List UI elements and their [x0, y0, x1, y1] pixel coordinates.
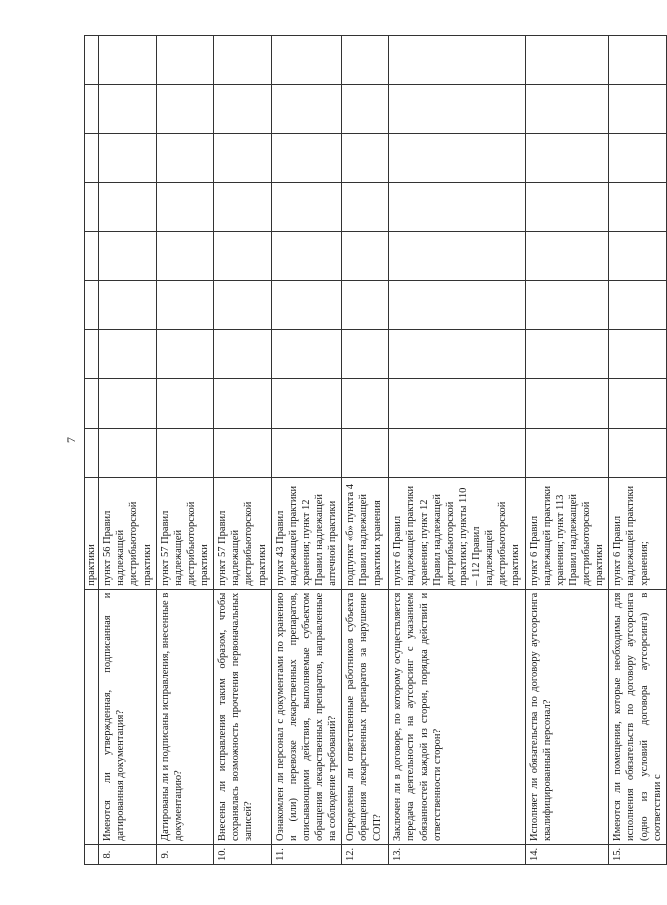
answer-cell: [342, 85, 389, 134]
answer-cell: [525, 330, 609, 379]
table-row: [214, 36, 272, 865]
answer-cell: [85, 330, 99, 379]
answer-cell: [214, 379, 272, 428]
answer-cell: [525, 281, 609, 330]
answer-cell: [156, 36, 214, 85]
table-row: [389, 36, 525, 865]
answer-cell: [389, 379, 525, 428]
table-row: [85, 36, 99, 865]
document-page: [46, 23, 663, 873]
table-row: [156, 36, 214, 865]
answer-cell: [99, 232, 157, 281]
answer-cell: [389, 134, 525, 183]
question-text: Определены ли ответственные работников субъекта обращения лекарственных препаратов за нарушение СОП?: [342, 589, 389, 844]
answer-cell: [156, 183, 214, 232]
answer-cell: [271, 428, 342, 477]
answer-cell: [99, 134, 157, 183]
answer-cell: [99, 281, 157, 330]
reference-text: пункт 57 Правил надлежащей дистрибьюторской практики: [156, 477, 214, 589]
answer-cell: [342, 183, 389, 232]
answer-cell: [525, 36, 609, 85]
answer-cell: [99, 36, 157, 85]
answer-cell: [85, 281, 99, 330]
answer-cell: [156, 281, 214, 330]
answer-cell: [609, 36, 667, 85]
answer-cell: [342, 134, 389, 183]
answer-cell: [609, 281, 667, 330]
answer-cell: [342, 281, 389, 330]
table-row: [609, 36, 667, 865]
answer-cell: [156, 85, 214, 134]
answer-cell: [214, 330, 272, 379]
answer-cell: [525, 428, 609, 477]
answer-cell: [85, 232, 99, 281]
answer-cell: [609, 379, 667, 428]
checklist-table: [84, 35, 667, 865]
reference-text: подпункт «б» пункта 4 Правил надлежащей практики хранения: [342, 477, 389, 589]
answer-cell: [214, 428, 272, 477]
answer-cell: [609, 183, 667, 232]
answer-cell: [214, 134, 272, 183]
question-text: Имеются ли помещения, которые необходимы для исполнения обязательств по договору аутсорсинга (одно из условий договора аутсорсинга) в соответствии с: [609, 589, 667, 844]
answer-cell: [85, 36, 99, 85]
row-number: 14.: [525, 844, 609, 864]
answer-cell: [525, 379, 609, 428]
answer-cell: [271, 232, 342, 281]
row-number: 10.: [214, 844, 272, 864]
answer-cell: [389, 232, 525, 281]
answer-cell: [609, 134, 667, 183]
answer-cell: [214, 36, 272, 85]
question-text: Датированы ли и подписаны исправления, внесенные в документацию?: [156, 589, 214, 844]
answer-cell: [525, 134, 609, 183]
answer-cell: [389, 428, 525, 477]
answer-cell: [85, 428, 99, 477]
answer-cell: [99, 428, 157, 477]
answer-cell: [156, 232, 214, 281]
answer-cell: [156, 379, 214, 428]
answer-cell: [85, 134, 99, 183]
answer-cell: [389, 281, 525, 330]
table-row: [271, 36, 342, 865]
answer-cell: [342, 36, 389, 85]
reference-text: пункт 43 Правил надлежащей практики хранения; пункт 12 Правил надлежащей аптечной практики: [271, 477, 342, 589]
answer-cell: [85, 85, 99, 134]
answer-cell: [214, 232, 272, 281]
question-text: Имеются ли утвержденная, подписанная и датированная документация?: [99, 589, 157, 844]
question-text: Внесены ли исправления таким образом, чтобы сохранялась возможность прочтения первоначальных записей?: [214, 589, 272, 844]
answer-cell: [389, 85, 525, 134]
answer-cell: [214, 85, 272, 134]
answer-cell: [271, 36, 342, 85]
answer-cell: [271, 330, 342, 379]
answer-cell: [525, 183, 609, 232]
reference-text: пункт 6 Правил надлежащей практики хранения;: [609, 477, 667, 589]
answer-cell: [271, 85, 342, 134]
reference-text: пункт 57 Правил надлежащей дистрибьюторской практики: [214, 477, 272, 589]
row-number: 13.: [389, 844, 525, 864]
answer-cell: [99, 183, 157, 232]
answer-cell: [85, 379, 99, 428]
answer-cell: [85, 183, 99, 232]
answer-cell: [609, 85, 667, 134]
row-number: 8.: [99, 844, 157, 864]
question-text: Заключен ли в договоре, по которому осуществляется передача деятельности на аутсорсинг с указанием обязанностей каждой из сторон, порядка действий и ответственности сторон?: [389, 589, 525, 844]
row-number: [85, 844, 99, 864]
answer-cell: [99, 379, 157, 428]
answer-cell: [609, 330, 667, 379]
answer-cell: [214, 281, 272, 330]
answer-cell: [271, 281, 342, 330]
row-number: 15.: [609, 844, 667, 864]
answer-cell: [342, 428, 389, 477]
answer-cell: [271, 379, 342, 428]
table-row: [99, 36, 157, 865]
table-row: [525, 36, 609, 865]
question-text: [85, 589, 99, 844]
row-number: 12.: [342, 844, 389, 864]
answer-cell: [156, 330, 214, 379]
answer-cell: [389, 36, 525, 85]
reference-text: практики: [85, 477, 99, 589]
answer-cell: [156, 428, 214, 477]
answer-cell: [525, 85, 609, 134]
answer-cell: [99, 85, 157, 134]
row-number: 9.: [156, 844, 214, 864]
answer-cell: [214, 183, 272, 232]
answer-cell: [389, 183, 525, 232]
answer-cell: [389, 330, 525, 379]
reference-text: пункт 56 Правил надлежащей дистрибьюторской практики: [99, 477, 157, 589]
answer-cell: [342, 232, 389, 281]
page-number: 7: [64, 437, 78, 443]
reference-text: пункт 6 Правил надлежащей практики хранения; пункт 12 Правил надлежащей дистрибьюторской практики; пункты 110 – 112 Правил надлежащей дистрибьюторской практики: [389, 477, 525, 589]
question-text: Ознакомлен ли персонал с документами по хранению и (или) перевозке лекарственных препаратов, описывающими действия, выполняемые субъектом обращения лекарственных препаратов, направленные на соблюдение требований?: [271, 589, 342, 844]
answer-cell: [525, 232, 609, 281]
answer-cell: [609, 428, 667, 477]
answer-cell: [156, 134, 214, 183]
row-number: 11.: [271, 844, 342, 864]
answer-cell: [271, 134, 342, 183]
answer-cell: [99, 330, 157, 379]
answer-cell: [271, 183, 342, 232]
question-text: Исполняет ли обязательства по договору аутсорсинга квалифицированный персонал?: [525, 589, 609, 844]
reference-text: пункт 6 Правил надлежащей практики хранения; пункт 113 Правил надлежащей дистрибьюторской практики: [525, 477, 609, 589]
answer-cell: [342, 379, 389, 428]
table-row: [342, 36, 389, 865]
answer-cell: [342, 330, 389, 379]
answer-cell: [609, 232, 667, 281]
